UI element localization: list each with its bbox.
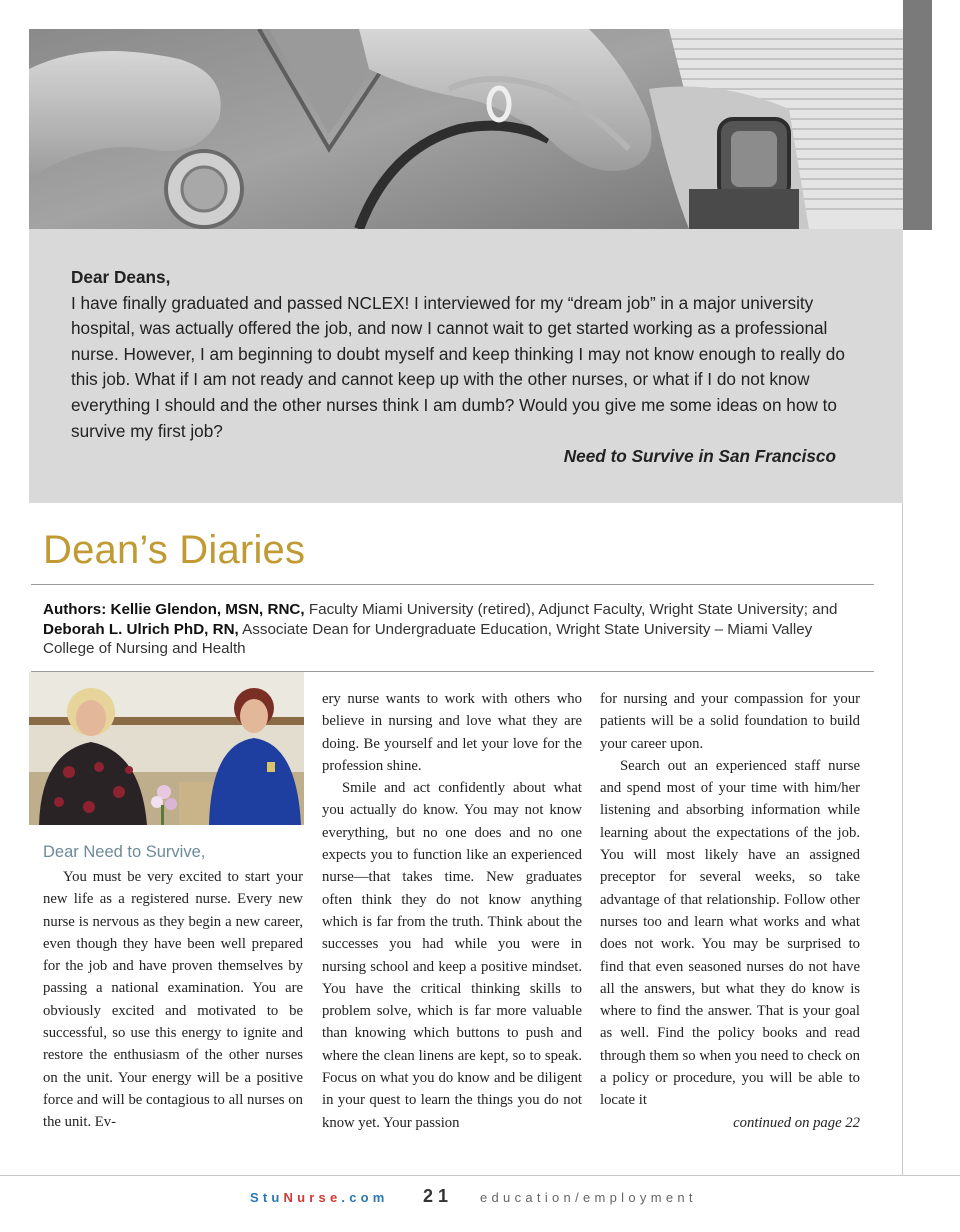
author2-name: Deborah L. Ulrich PhD, RN, [43, 620, 239, 638]
hero-stethoscope-photo [29, 29, 903, 229]
brand-stu: Stu [250, 1190, 284, 1205]
reply-salutation: Dear Need to Survive, [43, 843, 206, 861]
page-footer [0, 1186, 960, 1210]
author2-role: Associate Dean for Undergraduate Education, Wright State University – Miami Valley College of Nursing and Health [43, 620, 813, 658]
article-column-1 [43, 866, 303, 1134]
footer-divider [0, 1175, 960, 1176]
reader-letter-box [29, 229, 903, 503]
authors-connector: and [812, 601, 838, 618]
author1-role: Faculty Miami University (retired), Adjunct Faculty, Wright State University; [308, 601, 808, 618]
authors-photo [29, 672, 304, 825]
article-column-2 [322, 688, 582, 1134]
author-credits [43, 600, 863, 659]
article-title: Dean’s Diaries [43, 528, 306, 572]
article-column-3 [600, 688, 860, 1134]
col3-paragraph-2: Search out an experienced staff nurse and spend most of your time with him/her listening and absorbing information while learning about the expectations of the job. You will most likely have an assigned preceptor for several weeks, so take advantage of that relationship. Follow other nurses too and learn what works and what does not work. You may be surprised to find that even seasoned nurses do not have all the answers, but what they do know is where to find the answer. That is your goal as well. Find the policy books and read through them so when you need to check on a policy or procedure, you will be able to locate it [600, 757, 860, 1109]
author1-name: Kellie Glendon, MSN, RNC, [110, 601, 305, 618]
title-divider [31, 584, 874, 585]
letter-body: I have finally graduated and passed NCLEX! I interviewed for my “dream job” in a major university hospital, was actually offered the job, and now I cannot wait to get started working as a professional nurse. However, I am beginning to doubt myself and keep thinking I may not know enough to really do this job. What if I am not ready and cannot keep up with the other nurses, or what if I do not know everything I should and the other nurses think I am dumb? Would you give me some ideas on how to survive my first job? [71, 292, 845, 441]
continued-note: continued on page 22 [733, 1114, 860, 1131]
brand-com: .com [341, 1190, 389, 1205]
brand-nurse: Nurse [283, 1190, 342, 1205]
page-number: 21 [423, 1186, 454, 1206]
page-edge-bar [903, 0, 932, 230]
letter-greeting: Dear Deans, [71, 267, 171, 287]
col1-paragraph: You must be very excited to start your new life as a registered nurse. Every new nurse is nervous as they begin a new career, even though they have been well prepared for the job and have proven themselves by passing a national examination. You are obviously excited and motivated to be successful, so use this energy to ignite and restore the enthusiasm of the other nurses on the unit. Your energy will be a positive force and will be contagious to all nurses on the unit. Ev- [43, 869, 303, 1131]
authors-label: Authors: [43, 601, 107, 618]
letter-signature: Need to Survive in San Francisco [563, 446, 836, 467]
col2-paragraph-1: ery nurse wants to work with others who believe in nursing and love what they are doing. Be yourself and let your love for the profession shine. [322, 691, 582, 774]
col2-paragraph-2: Smile and act confidently about what you actually do know. You may not know everything, but no one does and no one expects you to function like an experienced nurse—that takes time. New graduates often think they do not know anything which is far from the truth. Think about the successes you had while you were in nursing school and keep a positive mindset. You have the critical thinking skills to problem solve, which is far more valuable than knowing which buttons to push and where the clean linens are kept, so to speak. Focus on what you do know and be diligent in your quest to learn the things you do not know yet. Your passion [322, 780, 582, 1131]
col3-paragraph-1: for nursing and your compassion for your patients will be a solid foundation to build your career upon. [600, 691, 860, 752]
site-brand [250, 1190, 389, 1205]
section-label: education/employment [480, 1190, 697, 1205]
